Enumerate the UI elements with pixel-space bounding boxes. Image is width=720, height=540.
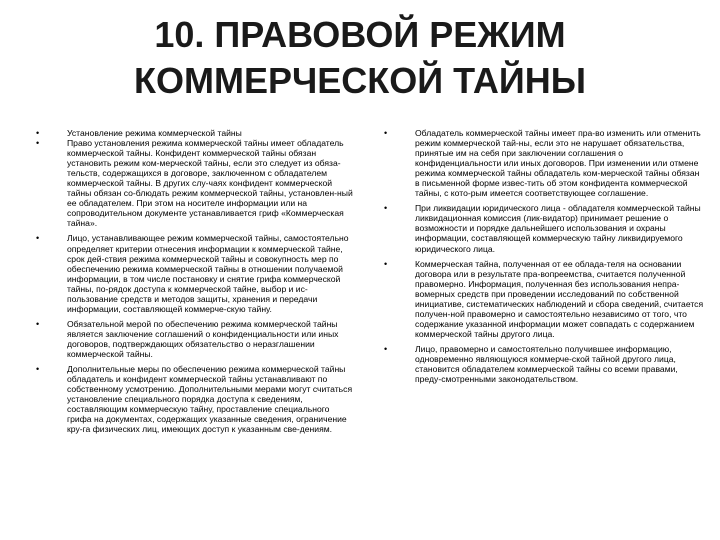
bullet-icon: • [36, 128, 40, 138]
list-item [384, 344, 704, 384]
list-item [36, 233, 354, 313]
list-item [36, 138, 354, 228]
title-line-2: КОММЕРЧЕСКОЙ ТАЙНЫ [134, 60, 586, 101]
list-item-text: Коммерческая тайна, полученная от ее облада-теля на основании договора или в результате пра-вопреемства, считается полученной правомерно. Информация, полученная без использования непра-вомерных средств при проведении исследований по собственной инициативе, систематических наблюдений и сбора сведений, считается получен-ной правомерно и самостоятельно независимо от того, что содержание указанной информации может совпадать с содержанием коммерческой тайны другого лица. [415, 258, 704, 339]
list-item [384, 259, 704, 339]
list-item-text: Обладатель коммерческой тайны имеет пра-во изменить или отменить режим коммерческой тай-ны, если это не нарушает обязательства, принятые им на себя при заключении соглашения о конфиденциальности или иных договоров. При изменении или отмене режима коммерческой тайны обладатель ком-мерческой тайны обязан в письменной форме извес-тить об этом конфидента коммерческой тайны, с кото-рым имеется соответствующее соглашение. [415, 128, 701, 199]
list-item-text: Лицо, устанавливающее режим коммерческой тайны, самостоятельно определяет критерии отнесения информации к коммерческой тайне, срок дей-ствия режима коммерческой тайны и совокупность мер по обеспечению режима коммерческой тайны в отношении получаемой информации, в том числе постановку и снятие грифа коммерческой тайны, по-рядок доступа к коммерческой тайне, выбор и ис-пользование средств и методов защиты, хранения и передачи информации, составляющей коммерче-скую тайну. [67, 233, 349, 314]
left-column [36, 128, 354, 439]
bullet-icon: • [384, 258, 388, 269]
right-column [384, 128, 704, 389]
bullet-icon: • [36, 233, 40, 244]
slide-title [0, 12, 720, 104]
bullet-icon: • [384, 343, 388, 354]
list-item-text: Дополнительные меры по обеспечению режима коммерческой тайны обладатель и конфидент коммерческой тайны устанавливают по собственному усмотрению. Дополнительными мерами могут считаться установление специального порядка доступа к сведениям, составляющим коммерческую тайну, проставление специального грифа на документах, содержащих указанные сведения, ограничение кру-га физических лиц, имеющих доступ к указанным све-дениям. [67, 364, 353, 435]
bullet-icon: • [36, 138, 40, 149]
list-item [384, 128, 704, 198]
list-item-text: При ликвидации юридического лица - обладателя коммерческой тайны ликвидационная комиссия (лик-видатор) принимает решение о возможности и порядке дальнейшего использования и охраны информации, составляющей коммерческую тайну ликвидируемого юридического лица. [415, 203, 701, 254]
list-item [36, 319, 354, 359]
list-item [36, 128, 354, 138]
list-item-text: Право установления режима коммерческой тайны имеет обладатель коммерческой тайны. Конфидент коммерческой тайны обязан установить режим ком-мерческой тайны, если это следует из обяза-тельств, содержащихся в договоре, заключенном с обладателем коммерческой тайны. В других слу-чаях конфидент коммерческой тайны обязан со-блюдать режим коммерческой тайны, установлен-ный ее обладателем. При этом на носителе информации или на сопроводительном документе устанавливается гриф «Коммерческая тайна». [67, 138, 353, 229]
bullet-icon: • [36, 318, 40, 329]
list-item [36, 364, 354, 434]
bullet-icon: • [36, 364, 40, 375]
list-item [384, 203, 704, 253]
list-item-text: Установление режима коммерческой тайны [67, 128, 242, 138]
title-line-1: 10. ПРАВОВОЙ РЕЖИМ [154, 14, 566, 55]
right-bullet-list [384, 128, 704, 384]
bullet-icon: • [384, 128, 388, 138]
list-item-text: Обязательной мерой по обеспечению режима коммерческой тайны является заключение соглашений о конфиденциальности или иных договоров, подтверждающих обязательство о неразглашении коммерческой тайны. [67, 318, 339, 359]
list-item-text: Лицо, правомерно и самостоятельно получившее информацию, одновременно являющуюся коммерче-ской тайной другого лица, становится обладателем коммерческой тайны со всеми правами, преду-смотренными законодательством. [415, 343, 678, 385]
bullet-icon: • [384, 203, 388, 214]
left-bullet-list [36, 128, 354, 434]
